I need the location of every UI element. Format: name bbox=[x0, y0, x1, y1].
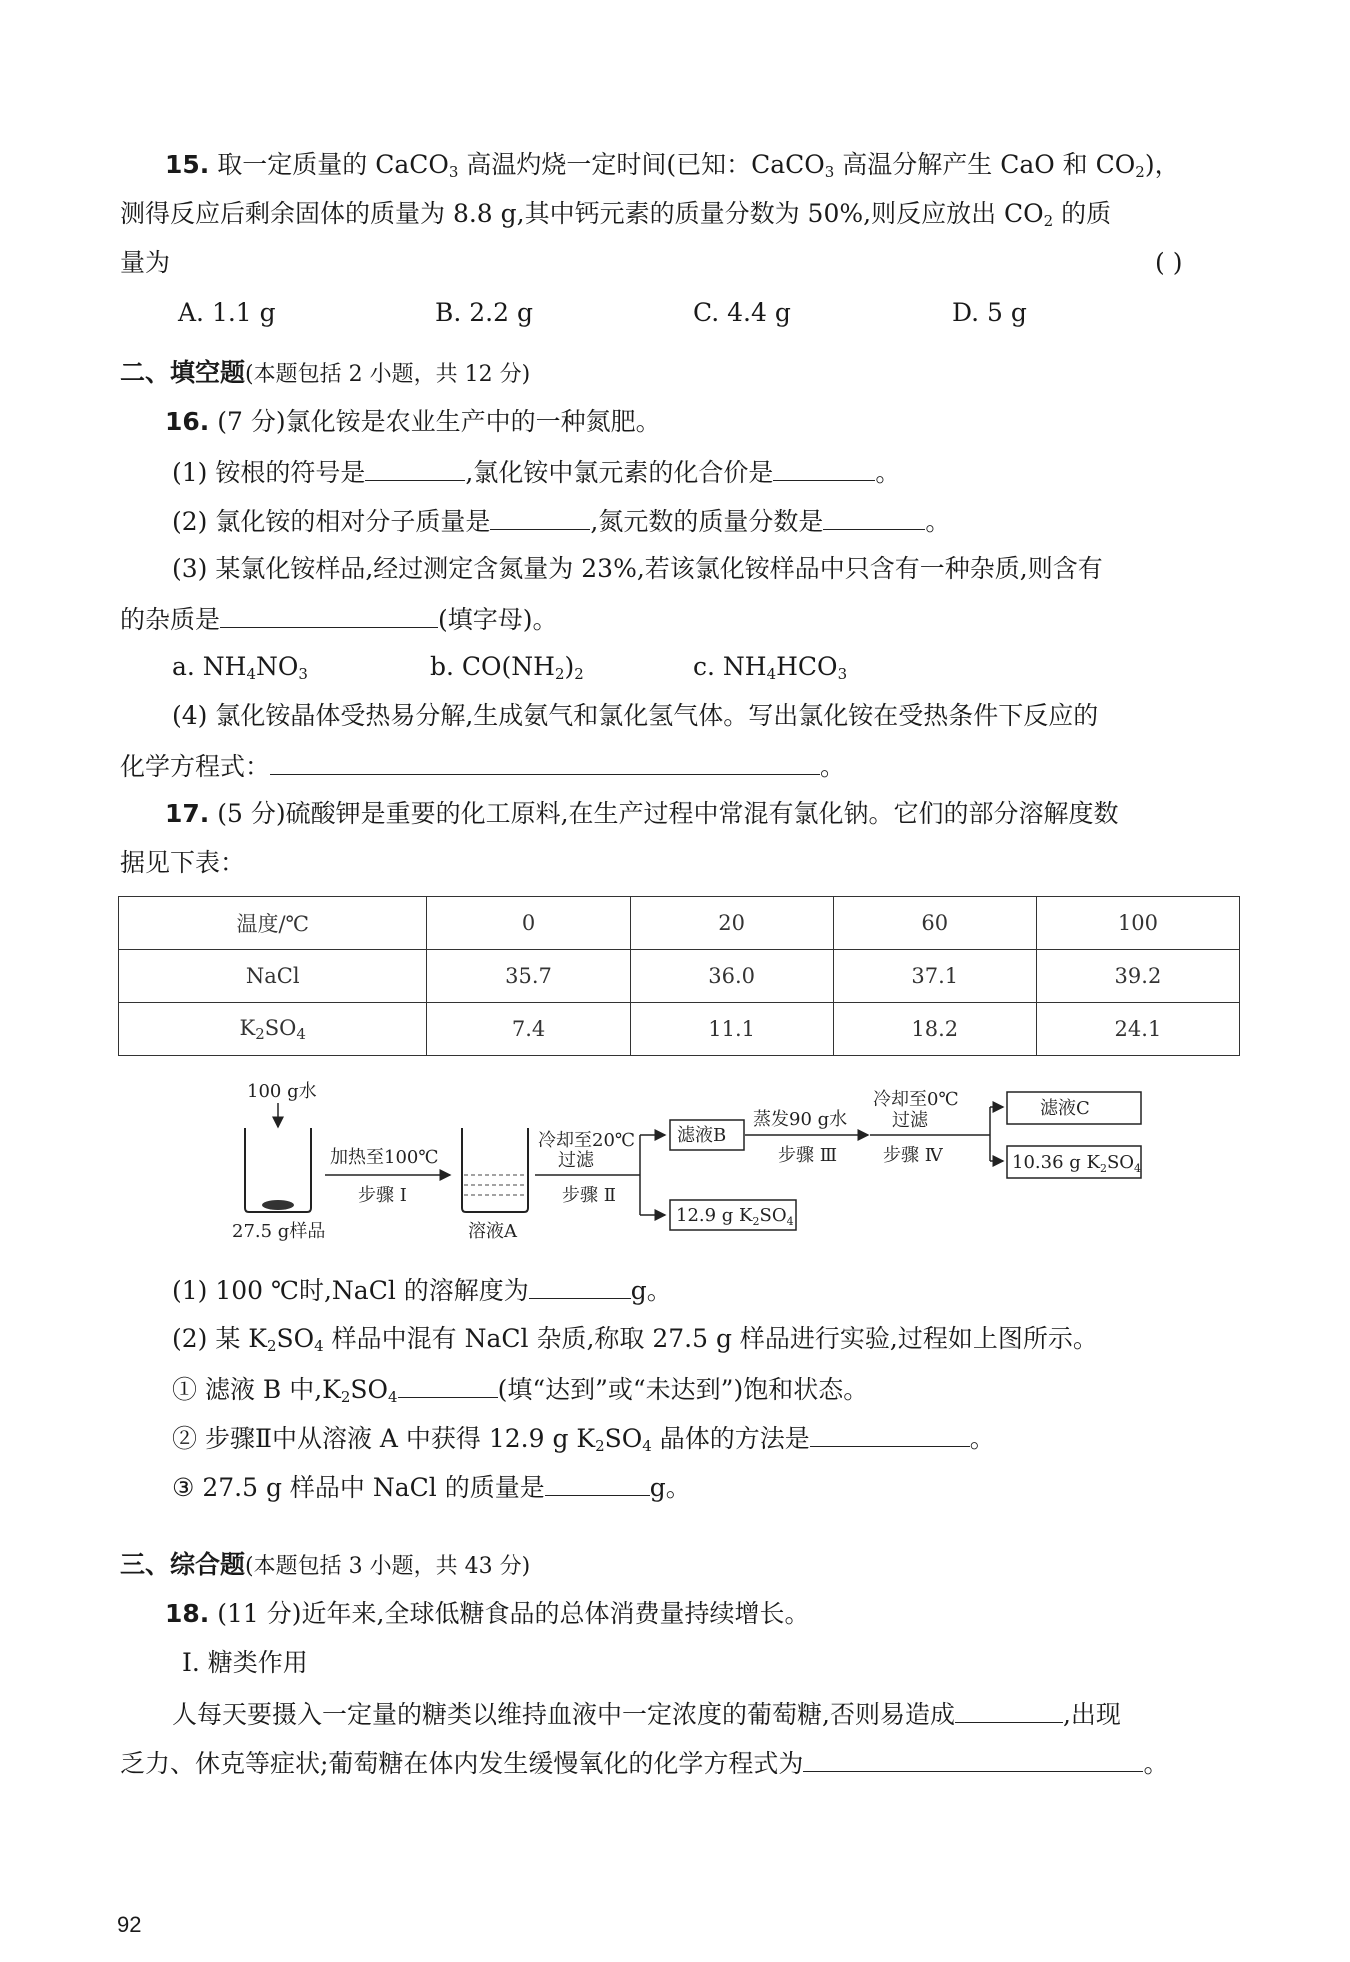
cool0-label: 冷却至0℃ bbox=[873, 1089, 959, 1110]
page-number: 92 bbox=[117, 1912, 142, 1937]
q17-number: 17. bbox=[165, 799, 210, 828]
q16-option-a: a. $NH_4NO_3$ bbox=[172, 652, 308, 683]
q15-answer-paren: ( ) bbox=[1155, 248, 1183, 277]
section3-heading: 三、综合题(本题包括 3 小题，共 43 分) bbox=[120, 1550, 531, 1579]
answer-blank[interactable] bbox=[823, 503, 925, 530]
q16-part2: (2) 氯化铵的相对分子质量是 ,氮元数的质量分数是 。 bbox=[172, 503, 950, 539]
q15-line2: 测得反应后剩余固体的质量为 8.8 g,其中钙元素的质量分数为 50%,则反应放出 $CO_2$ 的质 bbox=[120, 199, 1112, 230]
q17-stem-line2: 据见下表： bbox=[120, 848, 246, 877]
q18-stem: 18. (11 分)近年来,全球低糖食品的总体消费量持续增长。 bbox=[165, 1599, 810, 1628]
beaker-icon bbox=[245, 1128, 311, 1212]
q17-circle2: ② 步骤Ⅱ中从溶液 A 中获得 12.9 g $K_2SO_4$ 晶体的方法是 。 bbox=[172, 1420, 995, 1463]
process-flow-diagram bbox=[200, 1075, 1160, 1250]
beaker-icon bbox=[462, 1128, 528, 1212]
heat-label: 加热至100℃ bbox=[330, 1147, 439, 1168]
q18-subheading: Ⅰ. 糖类作用 bbox=[182, 1648, 308, 1677]
water-label: 100 g水 bbox=[247, 1081, 317, 1102]
step4-label: 步骤 Ⅳ bbox=[883, 1145, 943, 1166]
sample-label: 27.5 g样品 bbox=[232, 1221, 326, 1242]
svg-text:12.9 g K2SO4: 12.9 g $K_2SO_4$ bbox=[676, 1205, 794, 1228]
q15-line1: 15. 取一定质量的 CaCO$_3$ 高温灼烧一定时间(已知：CaCO$_3$ 高温分解产生 CaO 和 $CO_2$)， bbox=[165, 150, 1180, 181]
answer-blank[interactable] bbox=[773, 454, 875, 481]
q15-option-c: C. 4.4 g bbox=[693, 298, 791, 327]
q16-option-b: b. $CO(NH_2)_2$ bbox=[430, 652, 584, 683]
q17-circle3: ③ 27.5 g 样品中 NaCl 的质量是 g。 bbox=[172, 1469, 691, 1505]
solution-a-label: 溶液A bbox=[468, 1221, 517, 1242]
answer-blank[interactable] bbox=[529, 1272, 631, 1299]
q17-stem-line1: 17. (5 分)硫酸钾是重要的化工原料,在生产过程中常混有氯化钠。它们的部分溶解度数 bbox=[165, 799, 1119, 828]
filter-label: 过滤 bbox=[892, 1110, 928, 1131]
table-row: $K_2SO_4$ 7.4 11.1 18.2 24.1 bbox=[119, 1003, 1240, 1056]
sample-solid-icon bbox=[262, 1200, 294, 1210]
q16-part4-line1: (4) 氯化铵晶体受热易分解,生成氨气和氯化氢气体。写出氯化铵在受热条件下反应的 bbox=[172, 701, 1099, 730]
q16-number: 16. bbox=[165, 407, 210, 436]
q17-circle1: ① 滤液 B 中$,K_2SO_4$ (填“达到”或“未达到”)饱和状态。 bbox=[172, 1371, 868, 1414]
answer-blank[interactable] bbox=[220, 601, 438, 628]
svg-text:滤液B: 滤液B bbox=[677, 1125, 727, 1146]
answer-blank[interactable] bbox=[803, 1745, 1143, 1772]
q16-part3-line1: (3) 某氯化铵样品,经过测定含氮量为 23%,若该氯化铵样品中只含有一种杂质,则含有 bbox=[172, 554, 1103, 583]
step1-label: 步骤 Ⅰ bbox=[358, 1185, 407, 1206]
q16-part1: (1) 铵根的符号是 ,氯化铵中氯元素的化合价是 。 bbox=[172, 454, 900, 490]
filter-label: 过滤 bbox=[558, 1150, 594, 1171]
answer-blank[interactable] bbox=[398, 1371, 498, 1398]
q16-part3-line2: 的杂质是 (填字母)。 bbox=[120, 601, 558, 637]
answer-blank[interactable] bbox=[810, 1420, 970, 1447]
section2-heading: 二、填空题(本题包括 2 小题，共 12 分) bbox=[120, 358, 531, 387]
solubility-table bbox=[118, 896, 1240, 1056]
q15-option-d: D. 5 g bbox=[952, 298, 1027, 327]
step3-label: 步骤 Ⅲ bbox=[778, 1145, 838, 1166]
q17-sub1: (1) 100 ℃时,NaCl 的溶解度为 g。 bbox=[172, 1272, 672, 1308]
table-row: 温度/℃ 0 20 60 100 bbox=[119, 897, 1240, 950]
q17-sub2: (2) 某 $K_2SO_4$ 样品中混有 NaCl 杂质,称取 27.5 g 样品进行实验,过程如上图所示。 bbox=[172, 1324, 1098, 1355]
q15-option-a: A. 1.1 g bbox=[178, 298, 276, 327]
q16-stem: 16. (7 分)氯化铵是农业生产中的一种氮肥。 bbox=[165, 407, 661, 436]
table-row: NaCl 35.7 36.0 37.1 39.2 bbox=[119, 950, 1240, 1003]
answer-blank[interactable] bbox=[545, 1469, 650, 1496]
evaporate-label: 蒸发90 g水 bbox=[753, 1109, 848, 1130]
answer-blank[interactable] bbox=[490, 503, 590, 530]
answer-blank[interactable] bbox=[365, 454, 465, 481]
q18-line1: 人每天要摄入一定量的糖类以维持血液中一定浓度的葡萄糖,否则易造成 ,出现 bbox=[172, 1696, 1121, 1732]
q18-line2: 乏力、休克等症状;葡萄糖在体内发生缓慢氧化的化学方程式为 。 bbox=[120, 1745, 1168, 1781]
step2-label: 步骤 Ⅱ bbox=[562, 1185, 616, 1206]
q16-part4-line2: 化学方程式： 。 bbox=[120, 748, 845, 784]
answer-blank[interactable] bbox=[270, 748, 820, 775]
answer-blank[interactable] bbox=[955, 1696, 1063, 1723]
q18-number: 18. bbox=[165, 1599, 210, 1628]
q15-option-b: B. 2.2 g bbox=[435, 298, 533, 327]
q16-option-c: c. $NH_4HCO_3$ bbox=[693, 652, 848, 683]
cool20-label: 冷却至20℃ bbox=[538, 1130, 636, 1151]
svg-text:10.36 g K2SO4: 10.36 g $K_2SO_4$ bbox=[1012, 1152, 1142, 1175]
q15-line3: 量为 bbox=[120, 248, 171, 277]
q15-number: 15. bbox=[165, 150, 210, 179]
svg-text:滤液C: 滤液C bbox=[1040, 1098, 1090, 1119]
